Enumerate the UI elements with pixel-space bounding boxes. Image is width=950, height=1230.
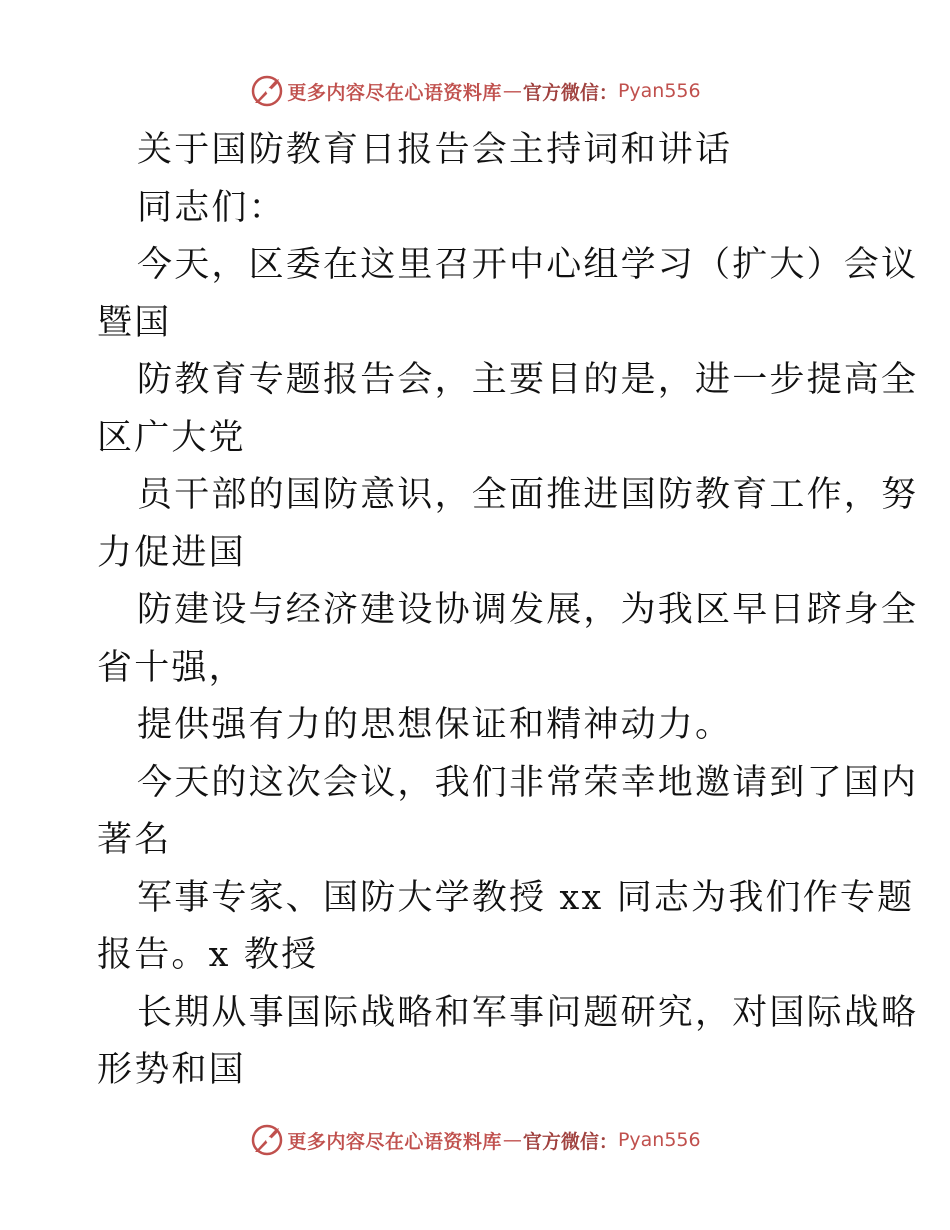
banner-label: 官方微信： [522,1130,618,1153]
paragraph-line: 力促进国 [97,532,246,573]
paragraph-line: 今天的这次会议，我们非常荣幸地邀请到了国内 [137,762,919,803]
paragraph-line: 暨国 [97,302,172,343]
quill-logo-icon [249,73,285,109]
paragraph-line: 防建设与经济建设协调发展，为我区早日跻身全 [137,590,919,630]
paragraph-line: 员干部的国防意识，全面推进国防教育工作，努 [137,475,919,515]
quill-logo-icon [249,1122,285,1158]
paragraph-line: 报告。x 教授 [97,935,319,975]
banner-wechat-id: Pyan556 [617,80,701,102]
banner-separator: — [502,1129,522,1151]
paragraph-line: 军事专家、国防大学教授 xx 同志为我们作专题 [137,877,915,918]
banner-wechat-id: Pyan556 [617,1129,701,1151]
paragraph-line: 防教育专题报告会，主要目的是，进一步提高全 [137,360,919,400]
document-title: 关于国防教育日报告会主持词和讲话 [137,130,733,170]
document-body [97,122,919,1100]
paragraph-line: 提供强有力的思想保证和精神动力。 [137,705,733,745]
salutation: 同志们： [137,187,286,228]
banner-text: 更多内容尽在心语资料库 [287,81,502,104]
footer-banner [0,1120,950,1160]
paragraph-line: 形势和国 [97,1050,246,1090]
paragraph-line: 省十强， [97,647,246,688]
banner-label: 官方微信： [522,81,618,104]
paragraph-line: 长期从事国际战略和军事问题研究，对国际战略 [137,992,919,1033]
banner-text: 更多内容尽在心语资料库 [287,1130,502,1153]
paragraph-line: 区广大党 [97,417,246,458]
header-banner [0,71,950,111]
paragraph-line: 今天，区委在这里召开中心组学习（扩大）会议 [137,245,919,285]
banner-separator: — [502,80,522,102]
paragraph-line: 著名 [97,820,172,860]
